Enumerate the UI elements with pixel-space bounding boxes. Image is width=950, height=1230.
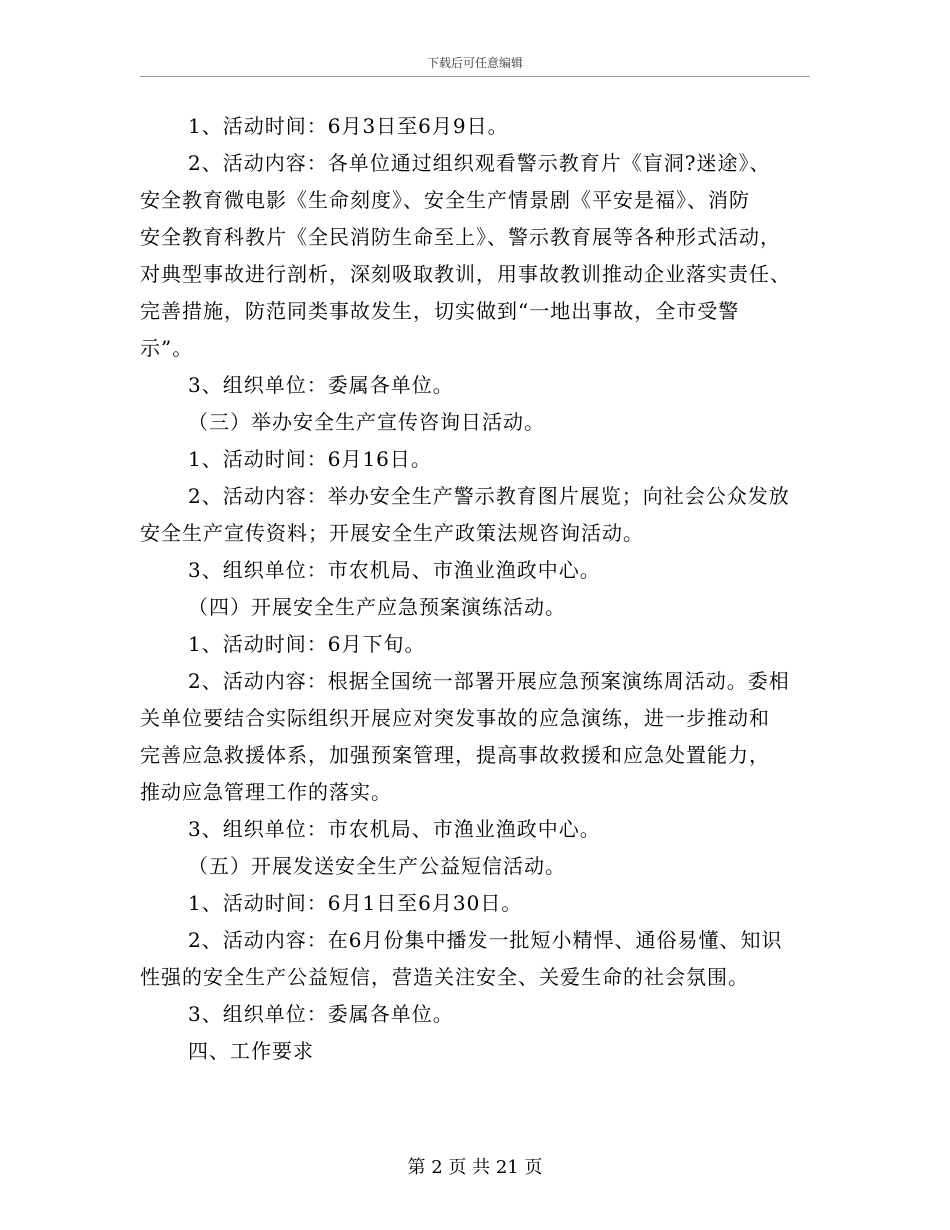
text-line: 示”。 xyxy=(140,336,194,360)
text-line: 安全教育微电影《生命刻度》、安全生产情景剧《平安是福》、消防 xyxy=(140,188,750,212)
text-line: 3、组织单位：委属各单位。 xyxy=(188,1002,454,1026)
header-divider xyxy=(140,76,810,77)
text-line: 1、活动时间：6月3日至6月9日。 xyxy=(188,114,509,138)
text-line: 3、组织单位：市农机局、市渔业渔政中心。 xyxy=(188,558,601,582)
text-line: 完善措施，防范同类事故发生，切实做到“一地出事故，全市受警 xyxy=(140,299,740,323)
text-line: 3、组织单位：市农机局、市渔业渔政中心。 xyxy=(188,817,601,841)
page-header: 下载后可任意编辑 xyxy=(426,56,523,70)
section-heading: 四、工作要求 xyxy=(188,1039,314,1063)
page-footer: 第 2 页 共 21 页 xyxy=(407,1157,543,1178)
text-line: 对典型事故进行剖析，深刻吸取教训，用事故教训推动企业落实责任、 xyxy=(140,262,791,286)
text-line: 2、活动内容：举办安全生产警示教育图片展览；向社会公众发放 xyxy=(188,484,790,508)
text-line: 推动应急管理工作的落实。 xyxy=(140,780,392,804)
text-line: 2、活动内容：各单位通过组织观看警示教育片《盲洞?迷途》、 xyxy=(188,151,771,175)
text-line: 安全教育科教片《全民消防生命至上》、警示教育展等各种形式活动， xyxy=(140,225,781,249)
text-line: 3、组织单位：委属各单位。 xyxy=(188,373,454,397)
section-heading: （四）开展安全生产应急预案演练活动。 xyxy=(188,595,566,619)
text-line: 安全生产宣传资料；开展安全生产政策法规咨询活动。 xyxy=(140,521,644,545)
text-line: 关单位要结合实际组织开展应对突发事故的应急演练，进一步推动和 xyxy=(140,706,770,730)
text-line: 1、活动时间：6月16日。 xyxy=(188,447,432,471)
text-line: 完善应急救援体系，加强预案管理，提高事故救援和应急处置能力， xyxy=(140,743,770,767)
text-line: 2、活动内容：根据全国统一部署开展应急预案演练周活动。委相 xyxy=(188,669,790,693)
text-line: 1、活动时间：6月1日至6月30日。 xyxy=(188,891,523,915)
text-line: 1、活动时间：6月下旬。 xyxy=(188,632,426,656)
text-line: 2、活动内容：在6月份集中播发一批短小精悍、通俗易懂、知识 xyxy=(188,928,783,952)
section-heading: （三）举办安全生产宣传咨询日活动。 xyxy=(188,410,545,434)
text-line: 性强的安全生产公益短信，营造关注安全、关爱生命的社会氛围。 xyxy=(140,965,749,989)
section-heading: （五）开展发送安全生产公益短信活动。 xyxy=(188,854,566,878)
